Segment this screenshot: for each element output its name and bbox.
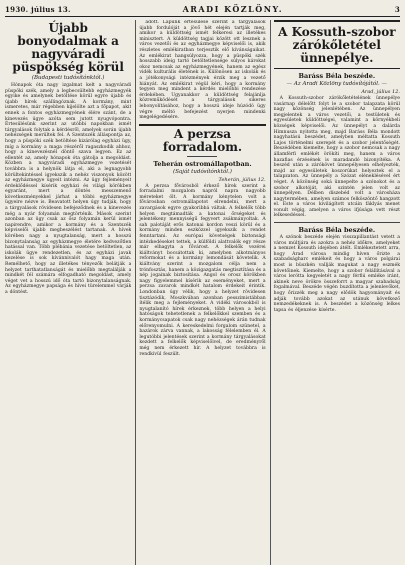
article-2-byline: (Saját tudósítónktól.) bbox=[173, 168, 232, 175]
column-3 bbox=[270, 20, 400, 565]
page-number: 3 bbox=[394, 5, 400, 14]
article-1-continued bbox=[139, 20, 265, 121]
article-1-continued-paragraph: adott. Lapunk értesülése szerint a tárgyalások újabb fordulóját a jövő hét elején tartják meg, amikor a küldöttség ismét felkeresi az illetékes minisztert. A küldöttség tagjai között ott lesznek a város vezetői és az egyházmegye képviselői is, akik részletes emlékiratban terjesztik elő kívánságaikat. Az emlékirat hangsúlyozza, hogy a püspöki szék hosszabb ideig tartó betöltetlensége súlyos károkat okoz nemcsak az egyházmegyének, hanem az egész vidék kulturális életének is. Különösen az iskolák és a jótékonysági intézmények érzik meg a vezető hiányát. Az emlékirat végül kéri, hogy a kormány tegyen meg mindent a kérdés mielőbbi rendezése érdekében. Ugyanakkor a küldöttség felajánlja közreműködését a tárgyalások sikeres lebonyolításához, hogy a hosszú ideje húzódó ügy végre méltó befejezést nyerjen mindenki megelégedésére. bbox=[139, 20, 266, 121]
article-1-byline: (Budapesti tudósítónktól.) bbox=[31, 75, 105, 81]
column-1 bbox=[5, 20, 131, 565]
article-3-body-2 bbox=[274, 235, 400, 313]
article-2-title: A perzsa forradalom. bbox=[162, 126, 243, 154]
article-2-paragraph: A perzsa fővárosból érkező hírek szerint a forradalmi mozgalom napról napra nagyobb méreteket ölt. A kormány kénytelen volt a fővárosban ostromállapotot elrendelni, mert a zavargások egyre gyakoribbá váltak. A felkelők több helyen megtámadták a katonai őrségeket és jelentékeny mennyiségű fegyvert zsákmányoltak. A sah palotáját erős katonai kordon veszi körül és a kormány minden eszközzel igyekszik a rendet fenntartani. Az európai követségek biztonsági intézkedéseket tettek, a külföldi alattvalók egy része már elhagyta a fővárost. A felkelők vezérei kiáltványt bocsátottak ki, amelyben alkotmányos reformokat és a kormány lemondását követelik. A kiáltvány szerint a mozgalom célja nem a trónfosztás, hanem a közigazgatás megtisztítása és a nép jogainak biztosítása. Angol és orosz körökben nagy figyelemmel kísérik az eseményeket, mert a perzsa zavarok mindkét hatalom érdekeit érintik. Londonban úgy vélik, hogy a helyzet rövidesen tisztázódik, Moszkvában azonban pesszimistábban ítélik meg a fejleményeket. A vidéki városokból is nyugtalanító hírek érkeznek, több helyen a helyi hatóságok tehetetlenek a felkelőkkel szemben és a kormánycsapatok csak nagy nehézségek árán tudnak előrenyomulni. A kereskedelmi forgalom szünetel, a bazárok zárva vannak, a lakosság félelemben él. A legutóbbi jelentések szerint a kormány tárgyalásokat kezdett a felkelők képviselőivel, de eredményről még nem érkezett hír. A helyzet továbbra is rendkívül feszült. bbox=[139, 183, 266, 357]
article-3-section-heading: Baráss Béla beszéde. bbox=[298, 226, 376, 235]
masthead-title: ARADI KÖZLÖNY. bbox=[182, 4, 284, 14]
article-3-dateline: Arad, július 12. bbox=[361, 89, 400, 95]
running-head bbox=[5, 4, 400, 17]
issue-date: 1930. július 13. bbox=[5, 5, 71, 14]
article-3-title-box bbox=[274, 20, 400, 69]
article-3-body bbox=[274, 96, 400, 219]
section-divider bbox=[139, 124, 265, 126]
article-1-title: Újabb bonyodalmak a nagyváradi püspökség körül bbox=[12, 21, 124, 74]
article-3-byline: — Az Aradi Közlöny tudósítójától. — bbox=[286, 81, 387, 87]
article-3-paragraph-2: A szónok beszéde elején visszapillantást vetett a város múltjára és azokra a nehéz időkre, amelyeket a nemzet Kossuth idejében átélt. Emlékeztetett arra, hogy Arad városa mindig híven őrizte a szabadságharc emlékeit és hogy a város polgárai most is büszkén vallják magukat a nagy eszmék követőinek. Kiemelte, hogy a szobor felállításával a város lerótta kegyeletét a nagy férfiú emléke iránt, akinek neve örökre összeforrt a magyar szabadság fogalmával. Beszéde végén buzdította a jelenlevőket, hogy őrizzék meg a nagy elődök hagyományait és adják tovább azokat az utánuk következő nemzedékeknek is. A beszédet a közönség lelkes tapsa és éljenzése kísérte. bbox=[273, 235, 400, 313]
article-2-subtitle: Teherán ostromállapotban. bbox=[153, 159, 252, 168]
article-2-body bbox=[139, 184, 265, 357]
title-underline bbox=[187, 156, 217, 157]
columns bbox=[5, 20, 400, 565]
section-divider-2 bbox=[274, 222, 400, 223]
column-2 bbox=[135, 20, 265, 565]
article-1-paragraph: Hónapok óta nagy izgalmat kelt a nagyváradi püspöki szék, amely a legbecsültebb egyházmegyék egyike és amelynek betöltése körül egyre újabb és újabb hírek szállingóznak. A kormány, mint ismeretes, már régebben kijelölte azt a főpapot, akit ennek a fontos egyházmegyének élére szánt, de a kinevezés ügye azóta sem jutott nyugvópontra. Értesülésünk szerint az utóbbi napokban ismét tárgyalások folytak a kérdésről, amelyek során újabb nehézségek merültek fel. A Szentszék álláspontja az, hogy a püspöki szék betöltése kizárólag egyházi ügy, míg a kormány a maga részéről ragaszkodik ahhoz, hogy a kinevezésnél döntő szava legyen. Ez az ellentét az, amely hónapok óta gátolja a megoldást. Közben a nagyváradi egyházmegye vezetését továbbra is a helynök látja el, aki a legnagyobb körültekintéssel igyekszik a nehéz viszonyok között az egyházmegye ügyeit intézni. Az ügy fejleményeit érdeklődéssel kísérik egyházi és világi körökben egyaránt, mert a döntés messzemenő következményekkel járhat a többi egyházmegye ügyeire nézve is. Beavatott helyen úgy tudják, hogy a tárgyalások rövidesen befejeződnek és a kinevezés még a nyár folyamán megtörténik. Mások szerint azonban az ügy csak az ősz folyamán kerül ismét napirendre, amikor a kormány és a Szentszék képviselői újabb megbeszélést tartanak. A hívek körében nagy a nyugtalanság, mert a hosszú bizonytalanság az egyházmegye életére kedvezőtlen hatással van. Több plébánia vezetése betöltetlen, az iskolák ügye rendezetlen, és az egyházi javak kezelése is sok kívánnivalót hagy maga után. Remélhető, hogy az illetékes tényezők belátják a helyzet tarthatatlanságát és mielőbb megtalálják a mindkét fél számára elfogadható megoldást, amely véget vet a hosszú idő óta tartó bizonytalanságnak. Az egyházmegye papsága és hívei türelemmel várják a döntést. bbox=[5, 83, 132, 295]
article-1-body bbox=[5, 83, 131, 296]
article-3-paragraph: A Kossuth-szobor zárókőletételének ünnepélye vasárnap délelőtt folyt le a szobor talapzata körül nagy közönség jelenlétében. Az ünnepélyen megjelentek a város vezetői, a testületek és egyesületek küldöttségei, valamint a környékbeli községek képviselői. Az ünnepélyt a dalárda Himnusza nyitotta meg, majd Baráss Béla mondott nagyhatású beszédet, amelyben méltatta Kossuth Lajos történelmi szerepét és a szobor jelentőségét. Beszédében kiemelte, hogy a szobor nemcsak a nagy államférfi emlékét örökíti meg, hanem a város hazafias érzésének is maradandó bizonyítéka. A beszéd után a zárókövet ünnepélyesen elhelyezték, majd az egyesületek koszorúkat helyeztek el a talapzaton. Az ünnepély a Szózat eléneklésével ért véget. A közönség soká ünnepelte a szónokot és a szobor alkotóját, aki szintén jelen volt az ünnepélyen. Délben díszebéd volt a városháza nagytermében, amelyen számos felköszöntő hangzott el. Este a város kivilágított utcáin fáklyás menet vonult végig, amelyen a város ifjúsága vett részt lelkesedéssel. bbox=[273, 96, 400, 219]
article-3-subtitle: Baráss Béla beszéde. bbox=[298, 72, 376, 80]
article-2-dateline: Teherán, július 12. bbox=[218, 176, 266, 183]
article-3-title: A Kossuth-szobor zárókőletétel ünnepélye. bbox=[278, 25, 396, 65]
